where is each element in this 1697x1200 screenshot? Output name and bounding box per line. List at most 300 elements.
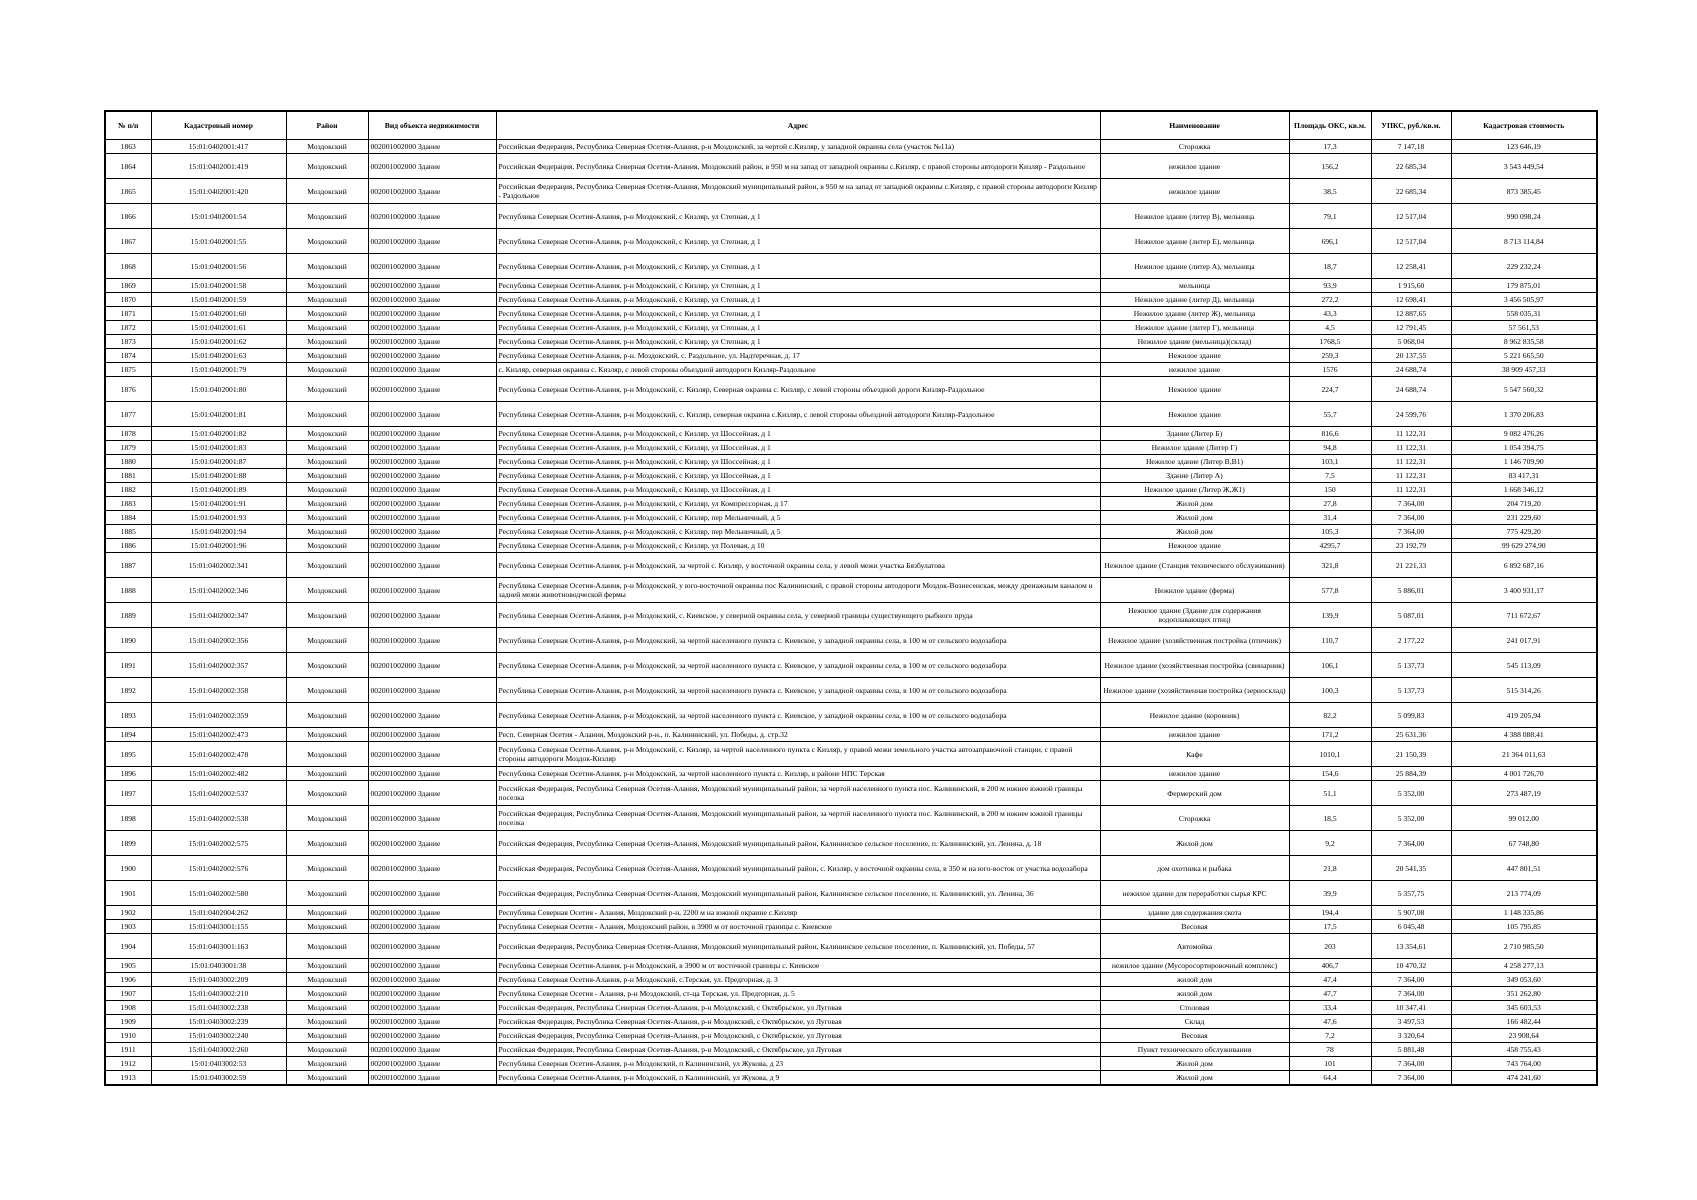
object-type-cell: 002001002000 Здание bbox=[368, 767, 496, 781]
district-cell: Моздокский bbox=[286, 279, 368, 293]
area-cell: 78 bbox=[1289, 1043, 1371, 1057]
row-number-cell: 1890 bbox=[105, 628, 151, 653]
cadastral-number-cell: 15:01:0402002:580 bbox=[151, 881, 286, 906]
district-cell: Моздокский bbox=[286, 1001, 368, 1015]
object-type-cell: 002001002000 Здание bbox=[368, 920, 496, 934]
district-cell: Моздокский bbox=[286, 678, 368, 703]
object-type-cell: 002001002000 Здание bbox=[368, 279, 496, 293]
table-row bbox=[105, 1015, 1597, 1029]
object-type-cell: 002001002000 Здание bbox=[368, 497, 496, 511]
object-type-cell: 002001002000 Здание bbox=[368, 578, 496, 603]
address-cell: Российская Федерация, Республика Северная Осетия-Алания, Моздокский район, в 950 м на запад от западной окраины с.Кизляр, с правой стороны автодороги Кизляр - Раздольное bbox=[496, 154, 1100, 179]
upks-cell: 7 364,00 bbox=[1371, 973, 1451, 987]
district-cell: Моздокский bbox=[286, 920, 368, 934]
area-cell: 577,8 bbox=[1289, 578, 1371, 603]
header-name: Наименование bbox=[1100, 111, 1289, 140]
object-name-cell: Нежилое здание (литер Ж), мельница bbox=[1100, 307, 1289, 321]
area-cell: 27,8 bbox=[1289, 497, 1371, 511]
address-cell: Республика Северная Осетия-Алания, р-н Моздокский, с Кизляр, ул Степная, д 1 bbox=[496, 307, 1100, 321]
upks-cell: 5 352,00 bbox=[1371, 781, 1451, 806]
upks-cell: 10 470,32 bbox=[1371, 959, 1451, 973]
table-row bbox=[105, 279, 1597, 293]
object-type-cell: 002001002000 Здание bbox=[368, 678, 496, 703]
district-cell: Моздокский bbox=[286, 321, 368, 335]
upks-cell: 23 192,79 bbox=[1371, 539, 1451, 553]
row-number-cell: 1905 bbox=[105, 959, 151, 973]
object-name-cell: Автомойка bbox=[1100, 934, 1289, 959]
address-cell: Республика Северная Осетия-Алания, р-н Моздокский, с Кизляр, ул Степная, д 1 bbox=[496, 321, 1100, 335]
cadastral-number-cell: 15:01:0403002:209 bbox=[151, 973, 286, 987]
object-name-cell: Здание (Литер А) bbox=[1100, 469, 1289, 483]
address-cell: Российская Федерация, Республика Северная Осетия-Алания, Моздокский муниципальный район, с. Кизляр, у восточной окраины села, в 350 м на юго-восток от участка водозабора bbox=[496, 856, 1100, 881]
upks-cell: 5 137,73 bbox=[1371, 678, 1451, 703]
cadastral-number-cell: 15:01:0402001:59 bbox=[151, 293, 286, 307]
table-row bbox=[105, 254, 1597, 279]
address-cell: Республика Северная Осетия-Алания, р-н Моздокский, за чертой населенного пункта с. Киевское, у западной окраины села, в 100 м от сельского водозабора bbox=[496, 703, 1100, 728]
table-row bbox=[105, 1071, 1597, 1086]
object-type-cell: 002001002000 Здание bbox=[368, 307, 496, 321]
cadastral-value-cell: 345 603,53 bbox=[1451, 1001, 1597, 1015]
cadastral-value-cell: 990 098,24 bbox=[1451, 204, 1597, 229]
upks-cell: 7 364,00 bbox=[1371, 511, 1451, 525]
address-cell: Республика Северная Осетия-Алания, р-н Моздокский, с Кизляр, пер Мельничный, д 5 bbox=[496, 511, 1100, 525]
address-cell: Республика Северная Осетия-Алания, р-н Моздокский, с Кизляр, ул Степная, д 1 bbox=[496, 293, 1100, 307]
cadastral-number-cell: 15:01:0402002:358 bbox=[151, 678, 286, 703]
object-name-cell: Сторожка bbox=[1100, 140, 1289, 154]
table-row bbox=[105, 628, 1597, 653]
row-number-cell: 1888 bbox=[105, 578, 151, 603]
upks-cell: 12 258,41 bbox=[1371, 254, 1451, 279]
row-number-cell: 1910 bbox=[105, 1029, 151, 1043]
object-type-cell: 002001002000 Здание bbox=[368, 987, 496, 1001]
table-row bbox=[105, 539, 1597, 553]
object-name-cell: Фермерский дом bbox=[1100, 781, 1289, 806]
cadastral-value-cell: 458 755,43 bbox=[1451, 1043, 1597, 1057]
upks-cell: 12 517,04 bbox=[1371, 204, 1451, 229]
address-cell: Республика Северная Осетия-Алания, р-н Моздокский, с Кизляр, ул Степная, д 1 bbox=[496, 204, 1100, 229]
upks-cell: 5 099,83 bbox=[1371, 703, 1451, 728]
area-cell: 47,4 bbox=[1289, 973, 1371, 987]
row-number-cell: 1908 bbox=[105, 1001, 151, 1015]
cadastral-number-cell: 15:01:0402002:575 bbox=[151, 831, 286, 856]
upks-cell: 11 122,31 bbox=[1371, 469, 1451, 483]
cadastral-number-cell: 15:01:0403001:163 bbox=[151, 934, 286, 959]
upks-cell: 10 347,41 bbox=[1371, 1001, 1451, 1015]
area-cell: 64,4 bbox=[1289, 1071, 1371, 1086]
address-cell: Республика Северная Осетия-Алания, р-н Моздокский, п Калининский, ул Жукова, д 9 bbox=[496, 1071, 1100, 1086]
address-cell: Республика Северная Осетия-Алания, р-н Моздокский, с Кизляр, ул Шоссейная, д 1 bbox=[496, 483, 1100, 497]
object-name-cell: Жилой дом bbox=[1100, 831, 1289, 856]
address-cell: Республика Северная Осетия-Алания, р-н Моздокский, у юго-восточной окраины пос Калининский, с правой стороны автодороги Моздок-Вознесенская, между дренажным каналом и задней межи животноводческой фермы bbox=[496, 578, 1100, 603]
upks-cell: 5 087,01 bbox=[1371, 603, 1451, 628]
cadastral-value-cell: 775 429,20 bbox=[1451, 525, 1597, 539]
object-type-cell: 002001002000 Здание bbox=[368, 469, 496, 483]
cadastral-value-cell: 1 668 346,12 bbox=[1451, 483, 1597, 497]
district-cell: Моздокский bbox=[286, 254, 368, 279]
object-type-cell: 002001002000 Здание bbox=[368, 831, 496, 856]
row-number-cell: 1870 bbox=[105, 293, 151, 307]
row-number-cell: 1864 bbox=[105, 154, 151, 179]
header-area: Площадь ОКС, кв.м. bbox=[1289, 111, 1371, 140]
object-type-cell: 002001002000 Здание bbox=[368, 603, 496, 628]
object-name-cell: жилой дом bbox=[1100, 973, 1289, 987]
upks-cell: 21 150,39 bbox=[1371, 742, 1451, 767]
object-name-cell: Весовая bbox=[1100, 920, 1289, 934]
cadastral-value-cell: 21 364 011,63 bbox=[1451, 742, 1597, 767]
cadastral-number-cell: 15:01:0402001:89 bbox=[151, 483, 286, 497]
upks-cell: 20 137,55 bbox=[1371, 349, 1451, 363]
upks-cell: 25 884,39 bbox=[1371, 767, 1451, 781]
address-cell: Республика Северная Осетия-Алания, р-н Моздокский, за чертой населенного пункта с. Киевское, у западной окраины села, в 100 м от сельского водозабора bbox=[496, 678, 1100, 703]
upks-cell: 25 631,36 bbox=[1371, 728, 1451, 742]
table-row bbox=[105, 511, 1597, 525]
object-name-cell: Нежилое здание (ферма) bbox=[1100, 578, 1289, 603]
object-name-cell: Нежилое здание (литер Г), мельница bbox=[1100, 321, 1289, 335]
cadastral-value-cell: 9 082 476,26 bbox=[1451, 427, 1597, 441]
row-number-cell: 1876 bbox=[105, 377, 151, 402]
object-name-cell: Столовая bbox=[1100, 1001, 1289, 1015]
area-cell: 17,3 bbox=[1289, 140, 1371, 154]
area-cell: 18,5 bbox=[1289, 806, 1371, 831]
district-cell: Моздокский bbox=[286, 1071, 368, 1086]
cadastral-number-cell: 15:01:0402002:538 bbox=[151, 806, 286, 831]
row-number-cell: 1872 bbox=[105, 321, 151, 335]
row-number-cell: 1911 bbox=[105, 1043, 151, 1057]
area-cell: 55,7 bbox=[1289, 402, 1371, 427]
cadastral-number-cell: 15:01:0402001:55 bbox=[151, 229, 286, 254]
cadastral-value-cell: 166 482,44 bbox=[1451, 1015, 1597, 1029]
area-cell: 17,5 bbox=[1289, 920, 1371, 934]
table-row bbox=[105, 204, 1597, 229]
upks-cell: 7 364,00 bbox=[1371, 831, 1451, 856]
table-row bbox=[105, 728, 1597, 742]
row-number-cell: 1896 bbox=[105, 767, 151, 781]
object-type-cell: 002001002000 Здание bbox=[368, 335, 496, 349]
object-type-cell: 002001002000 Здание bbox=[368, 154, 496, 179]
district-cell: Моздокский bbox=[286, 728, 368, 742]
table-row bbox=[105, 307, 1597, 321]
cadastral-number-cell: 15:01:0402002:478 bbox=[151, 742, 286, 767]
cadastral-number-cell: 15:01:0403002:240 bbox=[151, 1029, 286, 1043]
address-cell: Республика Северная Осетия-Алания, р-н Моздокский, за чертой населенного пункта с. Кизляр, в районе НПС Терская bbox=[496, 767, 1100, 781]
area-cell: 4,5 bbox=[1289, 321, 1371, 335]
table-row bbox=[105, 497, 1597, 511]
table-row bbox=[105, 831, 1597, 856]
cadastral-number-cell: 15:01:0402002:537 bbox=[151, 781, 286, 806]
object-name-cell: Жилой дом bbox=[1100, 497, 1289, 511]
address-cell: Республика Северная Осетия-Алания, р-н Моздокский, с Кизляр, ул Степная, д 1 bbox=[496, 229, 1100, 254]
upks-cell: 7 364,00 bbox=[1371, 525, 1451, 539]
cadastral-value-cell: 273 487,19 bbox=[1451, 781, 1597, 806]
cadastral-value-cell: 447 801,51 bbox=[1451, 856, 1597, 881]
cadastral-value-cell: 419 205,94 bbox=[1451, 703, 1597, 728]
row-number-cell: 1875 bbox=[105, 363, 151, 377]
row-number-cell: 1886 bbox=[105, 539, 151, 553]
area-cell: 171,2 bbox=[1289, 728, 1371, 742]
cadastral-value-cell: 229 232,24 bbox=[1451, 254, 1597, 279]
area-cell: 105,3 bbox=[1289, 525, 1371, 539]
object-type-cell: 002001002000 Здание bbox=[368, 806, 496, 831]
district-cell: Моздокский bbox=[286, 806, 368, 831]
object-type-cell: 002001002000 Здание bbox=[368, 140, 496, 154]
row-number-cell: 1901 bbox=[105, 881, 151, 906]
row-number-cell: 1863 bbox=[105, 140, 151, 154]
upks-cell: 24 688,74 bbox=[1371, 363, 1451, 377]
upks-cell: 5 886,01 bbox=[1371, 578, 1451, 603]
upks-cell: 12 887,65 bbox=[1371, 307, 1451, 321]
object-type-cell: 002001002000 Здание bbox=[368, 653, 496, 678]
cadastral-number-cell: 15:01:0402001:63 bbox=[151, 349, 286, 363]
table-row bbox=[105, 1029, 1597, 1043]
row-number-cell: 1899 bbox=[105, 831, 151, 856]
area-cell: 1768,5 bbox=[1289, 335, 1371, 349]
header-object-type: Вид объекта недвижимости bbox=[368, 111, 496, 140]
cadastral-value-cell: 3 543 449,54 bbox=[1451, 154, 1597, 179]
district-cell: Моздокский bbox=[286, 140, 368, 154]
object-name-cell: Жилой дом bbox=[1100, 525, 1289, 539]
object-name-cell: Нежилое здание (литер Д), мельница bbox=[1100, 293, 1289, 307]
upks-cell: 3 497,53 bbox=[1371, 1015, 1451, 1029]
table-row bbox=[105, 335, 1597, 349]
row-number-cell: 1893 bbox=[105, 703, 151, 728]
district-cell: Моздокский bbox=[286, 427, 368, 441]
object-name-cell: нежилое здание bbox=[1100, 179, 1289, 204]
district-cell: Моздокский bbox=[286, 307, 368, 321]
cadastral-value-cell: 558 035,31 bbox=[1451, 307, 1597, 321]
area-cell: 1576 bbox=[1289, 363, 1371, 377]
object-type-cell: 002001002000 Здание bbox=[368, 179, 496, 204]
upks-cell: 21 221,33 bbox=[1371, 553, 1451, 578]
address-cell: Республика Северная Осетия - Алания, Моздокский район, в 3900 м от восточной границы с. Киевское bbox=[496, 920, 1100, 934]
object-type-cell: 002001002000 Здание bbox=[368, 511, 496, 525]
table-row bbox=[105, 469, 1597, 483]
object-name-cell: Сторожка bbox=[1100, 806, 1289, 831]
row-number-cell: 1880 bbox=[105, 455, 151, 469]
cadastral-number-cell: 15:01:0403001:38 bbox=[151, 959, 286, 973]
object-name-cell: нежилое здание bbox=[1100, 728, 1289, 742]
row-number-cell: 1871 bbox=[105, 307, 151, 321]
object-type-cell: 002001002000 Здание bbox=[368, 321, 496, 335]
cadastral-number-cell: 15:01:0402002:473 bbox=[151, 728, 286, 742]
area-cell: 51,1 bbox=[1289, 781, 1371, 806]
cadastral-number-cell: 15:01:0402002:357 bbox=[151, 653, 286, 678]
object-name-cell: здание для содержания скота bbox=[1100, 906, 1289, 920]
address-cell: Российская Федерация, Республика Северная Осетия-Алания, р-н Моздокский, с Октябрьское, ул Луговая bbox=[496, 1029, 1100, 1043]
district-cell: Моздокский bbox=[286, 934, 368, 959]
cadastral-number-cell: 15:01:0403002:239 bbox=[151, 1015, 286, 1029]
district-cell: Моздокский bbox=[286, 987, 368, 1001]
address-cell: Российская Федерация, Республика Северная Осетия-Алания, р-н Моздокский, за чертой с.Кизляр, у западной окраины села (участок №11а) bbox=[496, 140, 1100, 154]
row-number-cell: 1873 bbox=[105, 335, 151, 349]
row-number-cell: 1906 bbox=[105, 973, 151, 987]
object-name-cell: Жилой дом bbox=[1100, 511, 1289, 525]
table-row bbox=[105, 781, 1597, 806]
cadastral-number-cell: 15:01:0402002:356 bbox=[151, 628, 286, 653]
area-cell: 79,1 bbox=[1289, 204, 1371, 229]
area-cell: 31,4 bbox=[1289, 511, 1371, 525]
row-number-cell: 1913 bbox=[105, 1071, 151, 1086]
table-row bbox=[105, 881, 1597, 906]
area-cell: 43,3 bbox=[1289, 307, 1371, 321]
upks-cell: 5 357,75 bbox=[1371, 881, 1451, 906]
address-cell: Республика Северная Осетия-Алания, р-н Моздокский, за чертой населенного пункта с. Киевское, у западной окраины села, в 100 м от сельского водозабора bbox=[496, 628, 1100, 653]
cadastral-value-cell: 4 388 088,41 bbox=[1451, 728, 1597, 742]
table-row bbox=[105, 742, 1597, 767]
area-cell: 7,5 bbox=[1289, 469, 1371, 483]
cadastral-number-cell: 15:01:0402001:83 bbox=[151, 441, 286, 455]
cadastral-value-cell: 4 001 726,70 bbox=[1451, 767, 1597, 781]
table-row bbox=[105, 603, 1597, 628]
object-name-cell: Нежилое здание (Литер Г) bbox=[1100, 441, 1289, 455]
address-cell: Республика Северная Осетия-Алания, р-н Моздокский, с Кизляр, ул Шоссейная, д 1 bbox=[496, 427, 1100, 441]
table-row bbox=[105, 140, 1597, 154]
upks-cell: 6 045,48 bbox=[1371, 920, 1451, 934]
district-cell: Моздокский bbox=[286, 742, 368, 767]
cadastral-table bbox=[104, 110, 1598, 1086]
table-row bbox=[105, 377, 1597, 402]
area-cell: 406,7 bbox=[1289, 959, 1371, 973]
address-cell: Российская Федерация, Республика Северная Осетия-Алания, Моздокский муниципальный район, в 950 м на запад от западной окраины с.Кизляр, с правой стороны автодороги Кизляр - Раздольное bbox=[496, 179, 1100, 204]
upks-cell: 1 915,60 bbox=[1371, 279, 1451, 293]
cadastral-value-cell: 105 795,85 bbox=[1451, 920, 1597, 934]
cadastral-value-cell: 67 748,80 bbox=[1451, 831, 1597, 856]
header-upks: УПКС, руб./кв.м. bbox=[1371, 111, 1451, 140]
area-cell: 9,2 bbox=[1289, 831, 1371, 856]
object-type-cell: 002001002000 Здание bbox=[368, 427, 496, 441]
district-cell: Моздокский bbox=[286, 455, 368, 469]
table-row bbox=[105, 553, 1597, 578]
cadastral-number-cell: 15:01:0402001:91 bbox=[151, 497, 286, 511]
address-cell: Республика Северная Осетия-Алания, р-н Моздокский, за чертой с. Кизляр, у восточной окраины села, у левой межи участка Бязбулатова bbox=[496, 553, 1100, 578]
header-address: Адрес bbox=[496, 111, 1100, 140]
district-cell: Моздокский bbox=[286, 154, 368, 179]
object-name-cell: Нежилое здание (литер Е), мельница bbox=[1100, 229, 1289, 254]
district-cell: Моздокский bbox=[286, 229, 368, 254]
cadastral-number-cell: 15:01:0402001:93 bbox=[151, 511, 286, 525]
object-type-cell: 002001002000 Здание bbox=[368, 906, 496, 920]
object-name-cell: Здание (Литер Б) bbox=[1100, 427, 1289, 441]
cadastral-value-cell: 99 012,00 bbox=[1451, 806, 1597, 831]
cadastral-number-cell: 15:01:0403002:59 bbox=[151, 1071, 286, 1086]
area-cell: 93,9 bbox=[1289, 279, 1371, 293]
object-type-cell: 002001002000 Здание bbox=[368, 1057, 496, 1071]
address-cell: Российская Федерация, Республика Северная Осетия-Алания, Моздокский муниципальный район, за чертой населенного пункта пос. Калининский, в 200 м южнее южной границы поселка bbox=[496, 806, 1100, 831]
area-cell: 139,9 bbox=[1289, 603, 1371, 628]
object-type-cell: 002001002000 Здание bbox=[368, 934, 496, 959]
upks-cell: 3 320,64 bbox=[1371, 1029, 1451, 1043]
cadastral-value-cell: 1 054 394,75 bbox=[1451, 441, 1597, 455]
upks-cell: 5 881,48 bbox=[1371, 1043, 1451, 1057]
object-type-cell: 002001002000 Здание bbox=[368, 349, 496, 363]
district-cell: Моздокский bbox=[286, 511, 368, 525]
area-cell: 259,3 bbox=[1289, 349, 1371, 363]
upks-cell: 2 177,22 bbox=[1371, 628, 1451, 653]
district-cell: Моздокский bbox=[286, 525, 368, 539]
area-cell: 47,7 bbox=[1289, 987, 1371, 1001]
object-type-cell: 002001002000 Здание bbox=[368, 377, 496, 402]
district-cell: Моздокский bbox=[286, 377, 368, 402]
upks-cell: 12 791,45 bbox=[1371, 321, 1451, 335]
object-name-cell: нежилое здание bbox=[1100, 767, 1289, 781]
table-row bbox=[105, 973, 1597, 987]
area-cell: 7,2 bbox=[1289, 1029, 1371, 1043]
object-name-cell: мельница bbox=[1100, 279, 1289, 293]
object-name-cell: нежилое здание bbox=[1100, 363, 1289, 377]
cadastral-value-cell: 711 672,67 bbox=[1451, 603, 1597, 628]
cadastral-value-cell: 1 370 206,83 bbox=[1451, 402, 1597, 427]
cadastral-value-cell: 351 262,80 bbox=[1451, 987, 1597, 1001]
district-cell: Моздокский bbox=[286, 781, 368, 806]
table-row bbox=[105, 578, 1597, 603]
address-cell: Республика Северная Осетия-Алания, р-н Моздокский, с. Кизляр, за чертой населенного пункта с Кизляр, у правой межи земельного участка автозаправочной станции, с правой стороны автодороги Моздок-Кизляр bbox=[496, 742, 1100, 767]
table-row bbox=[105, 1057, 1597, 1071]
cadastral-number-cell: 15:01:0403002:210 bbox=[151, 987, 286, 1001]
header-cadastral-value: Кадастровая стоимость bbox=[1451, 111, 1597, 140]
district-cell: Моздокский bbox=[286, 703, 368, 728]
object-name-cell: Жилой дом bbox=[1100, 1071, 1289, 1086]
upks-cell: 13 354,61 bbox=[1371, 934, 1451, 959]
object-name-cell: Кафе bbox=[1100, 742, 1289, 767]
cadastral-number-cell: 15:01:0402001:80 bbox=[151, 377, 286, 402]
upks-cell: 22 685,34 bbox=[1371, 179, 1451, 204]
table-row bbox=[105, 767, 1597, 781]
district-cell: Моздокский bbox=[286, 293, 368, 307]
area-cell: 224,7 bbox=[1289, 377, 1371, 402]
table-row bbox=[105, 959, 1597, 973]
address-cell: Республика Северная Осетия-Алания, р-н. Моздокский, с. Раздольное, ул. Надтеречная, д. 17 bbox=[496, 349, 1100, 363]
cadastral-number-cell: 15:01:0403002:53 bbox=[151, 1057, 286, 1071]
row-number-cell: 1900 bbox=[105, 856, 151, 881]
upks-cell: 5 137,73 bbox=[1371, 653, 1451, 678]
cadastral-value-cell: 349 053,60 bbox=[1451, 973, 1597, 987]
row-number-cell: 1866 bbox=[105, 204, 151, 229]
object-type-cell: 002001002000 Здание bbox=[368, 728, 496, 742]
area-cell: 47,6 bbox=[1289, 1015, 1371, 1029]
upks-cell: 11 122,31 bbox=[1371, 483, 1451, 497]
district-cell: Моздокский bbox=[286, 653, 368, 678]
address-cell: Республика Северная Осетия-Алания, р-н Моздокский, в 3900 м от восточной границы с. Киевское bbox=[496, 959, 1100, 973]
upks-cell: 11 122,31 bbox=[1371, 441, 1451, 455]
address-cell: Республика Северная Осетия - Алания, Моздокский р-н, 2200 м на южной окраине с.Кизляр bbox=[496, 906, 1100, 920]
object-type-cell: 002001002000 Здание bbox=[368, 781, 496, 806]
object-name-cell: нежилое здание для переработки сырья КРС bbox=[1100, 881, 1289, 906]
address-cell: Республика Северная Осетия-Алания, р-н Моздокский, п Калининский, ул Жукова, д 23 bbox=[496, 1057, 1100, 1071]
cadastral-value-cell: 179 875,01 bbox=[1451, 279, 1597, 293]
object-name-cell: Нежилое здание (хозяйственная постройка (зерносклад) bbox=[1100, 678, 1289, 703]
address-cell: Республика Северная Осетия-Алания, р-н Моздокский, с Кизляр, ул Степная, д 1 bbox=[496, 254, 1100, 279]
object-type-cell: 002001002000 Здание bbox=[368, 483, 496, 497]
object-type-cell: 002001002000 Здание bbox=[368, 973, 496, 987]
district-cell: Моздокский bbox=[286, 767, 368, 781]
cadastral-number-cell: 15:01:0402001:79 bbox=[151, 363, 286, 377]
object-name-cell: Нежилое здание bbox=[1100, 349, 1289, 363]
area-cell: 21,8 bbox=[1289, 856, 1371, 881]
object-name-cell: жилой дом bbox=[1100, 987, 1289, 1001]
cadastral-value-cell: 213 774,09 bbox=[1451, 881, 1597, 906]
object-name-cell: Пункт технического обслуживания bbox=[1100, 1043, 1289, 1057]
district-cell: Моздокский bbox=[286, 906, 368, 920]
row-number-cell: 1891 bbox=[105, 653, 151, 678]
table-row bbox=[105, 179, 1597, 204]
address-cell: Республика Северная Осетия-Алания, р-н Моздокский, с Кизляр, ул Степная, д 1 bbox=[496, 335, 1100, 349]
object-type-cell: 002001002000 Здание bbox=[368, 254, 496, 279]
table-row bbox=[105, 441, 1597, 455]
cadastral-value-cell: 23 908,64 bbox=[1451, 1029, 1597, 1043]
table-header-row bbox=[105, 111, 1597, 140]
cadastral-number-cell: 15:01:0402001:54 bbox=[151, 204, 286, 229]
object-name-cell: Склад bbox=[1100, 1015, 1289, 1029]
table-row bbox=[105, 906, 1597, 920]
